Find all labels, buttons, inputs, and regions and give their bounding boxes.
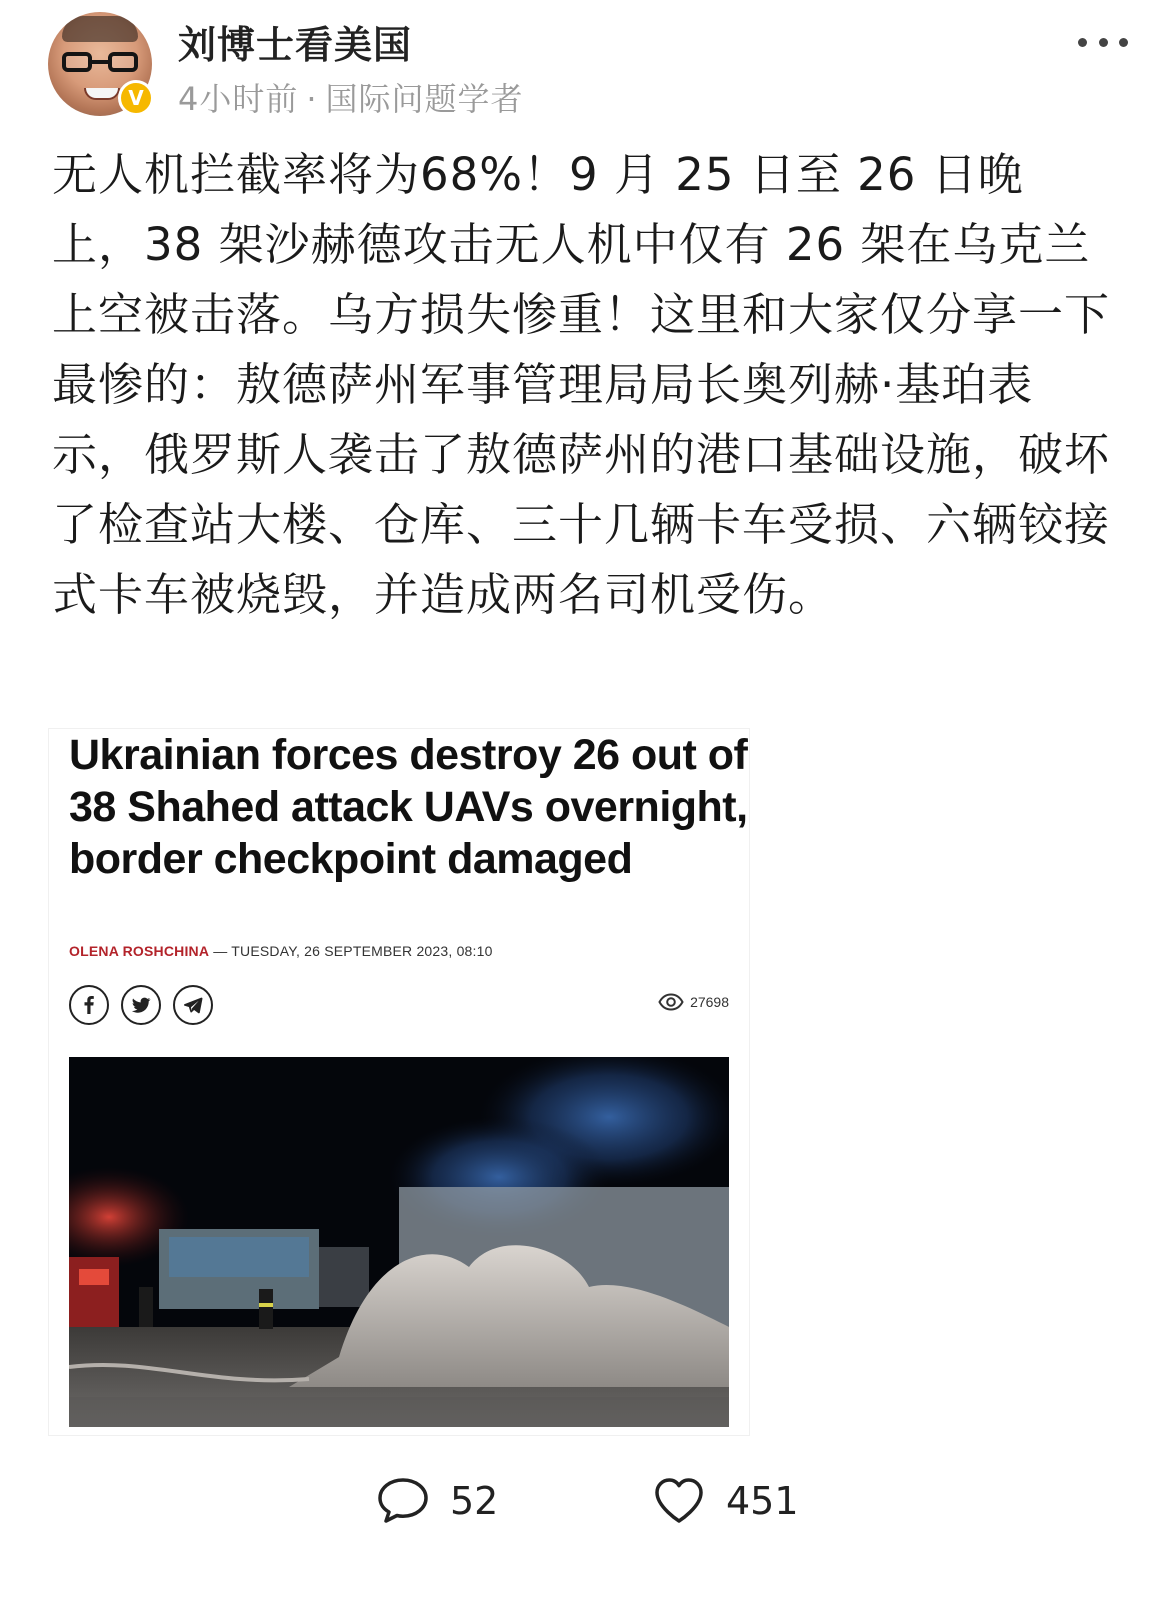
twitter-icon — [121, 985, 161, 1025]
heart-icon — [652, 1476, 706, 1526]
view-count — [658, 993, 729, 1011]
article-headline: Ukrainian forces destroy 26 out of 38 Shahed attack UAVs overnight, border checkpoint damaged — [69, 731, 748, 883]
telegram-icon — [173, 985, 213, 1025]
post-actions-bar — [0, 1470, 1170, 1550]
article-author: OLENA ROSHCHINA — [69, 943, 210, 959]
article-date: — TUESDAY, 26 SEPTEMBER 2023, 08:10 — [209, 943, 493, 959]
comment-count: 52 — [450, 1479, 499, 1523]
comment-bubble-icon — [376, 1476, 430, 1526]
article-byline — [69, 943, 493, 959]
post-time: 4小时前 — [178, 80, 299, 118]
article-screenshot-card[interactable] — [48, 728, 750, 1436]
verified-badge-icon: V — [118, 80, 154, 116]
like-count: 451 — [726, 1479, 799, 1523]
author-name[interactable]: 刘博士看美国 — [178, 23, 413, 67]
article-photo — [69, 1057, 729, 1427]
like-button[interactable] — [652, 1476, 799, 1526]
meta-separator: · — [306, 80, 318, 118]
facebook-icon — [69, 985, 109, 1025]
share-icons — [69, 985, 213, 1025]
more-options-icon[interactable] — [1078, 34, 1128, 50]
post-header — [48, 12, 1128, 122]
author-title: 国际问题学者 — [325, 80, 524, 118]
post-text: 无人机拦截率将为68%！9 月 25 日至 26 日晚上，38 架沙赫德攻击无人机中仅有 26 架在乌克兰上空被击落。乌方损失惨重！这里和大家仅分享一下最惨的：敖德萨州军事管理局局长奥列赫·基珀表示，俄罗斯人袭击了敖德萨州的港口基础设施，破坏了检查站大楼、仓库、三十几辆卡车受损、六辆铰接式卡车被烧毁，并造成两名司机受伤。 — [52, 148, 1111, 621]
comment-button[interactable] — [376, 1476, 498, 1526]
eye-icon — [658, 993, 684, 1011]
view-count-value: 27698 — [690, 994, 729, 1010]
post-meta — [178, 74, 524, 120]
